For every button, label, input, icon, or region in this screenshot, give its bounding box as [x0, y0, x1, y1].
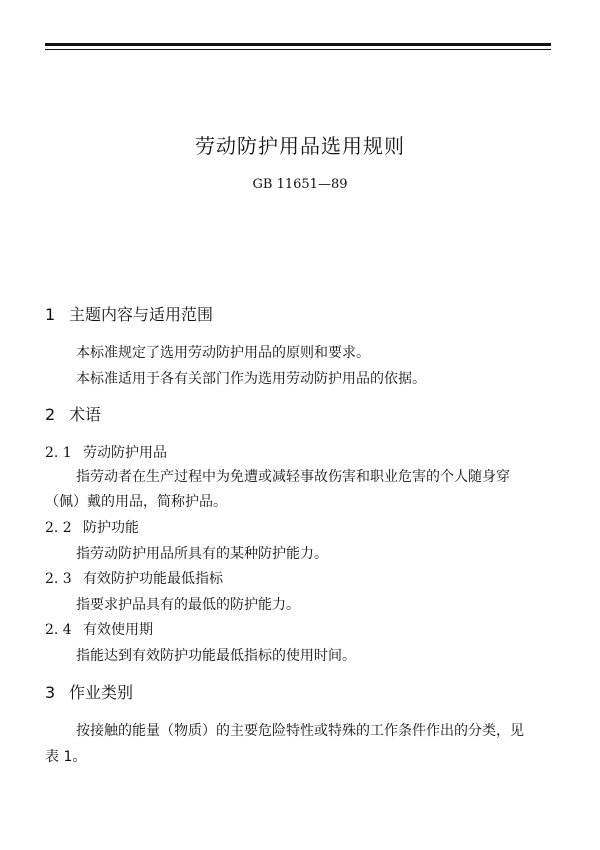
term-number: 2. 4 — [45, 622, 72, 638]
term-definition-line: （佩）戴的用品，简称护品。 — [45, 494, 227, 510]
term-2-2-heading — [45, 517, 139, 537]
term-2-3-heading — [45, 568, 223, 588]
section-2-heading — [45, 402, 101, 425]
term-title: 有效防护功能最低指标 — [83, 571, 223, 587]
term-title: 有效使用期 — [83, 622, 153, 638]
section-title: 作业类别 — [69, 683, 134, 702]
section-title: 主题内容与适用范围 — [69, 305, 214, 324]
section-number: 2 — [45, 405, 56, 424]
paragraph: 本标准规定了选用劳动防护用品的原则和要求。 — [76, 345, 370, 361]
term-definition-line: 指劳动防护用品所具有的某种防护能力。 — [76, 546, 328, 562]
section-title: 术语 — [69, 405, 102, 424]
term-2-1-heading — [45, 442, 167, 462]
section-1-heading — [45, 302, 213, 325]
term-number: 2. 3 — [45, 571, 72, 587]
term-title: 防护功能 — [83, 520, 139, 536]
paragraph: 本标准适用于各有关部门作为选用劳动防护用品的依据。 — [76, 371, 426, 387]
section-number: 1 — [45, 305, 56, 324]
term-number: 2. 1 — [45, 445, 72, 461]
paragraph-line: 按接触的能量（物质）的主要危险特性或特殊的工作条件作出的分类，见 — [76, 723, 524, 739]
document-title: 劳动防护用品选用规则 — [195, 134, 405, 158]
section-3-heading — [45, 680, 133, 703]
term-2-4-heading — [45, 619, 153, 639]
standard-code: GB 11651—89 — [252, 177, 348, 192]
term-title: 劳动防护用品 — [83, 445, 167, 461]
term-definition-line: 指要求护品具有的最低的防护能力。 — [76, 597, 300, 613]
header-rule-thin — [45, 49, 551, 50]
header-rule-thick — [45, 43, 551, 46]
term-number: 2. 2 — [45, 520, 72, 536]
term-definition-line: 指能达到有效防护功能最低指标的使用时间。 — [76, 648, 356, 664]
section-number: 3 — [45, 683, 56, 702]
term-definition-line: 指劳动者在生产过程中为免遭或减轻事故伤害和职业危害的个人随身穿 — [76, 469, 510, 485]
paragraph-line: 表 1。 — [45, 749, 87, 765]
